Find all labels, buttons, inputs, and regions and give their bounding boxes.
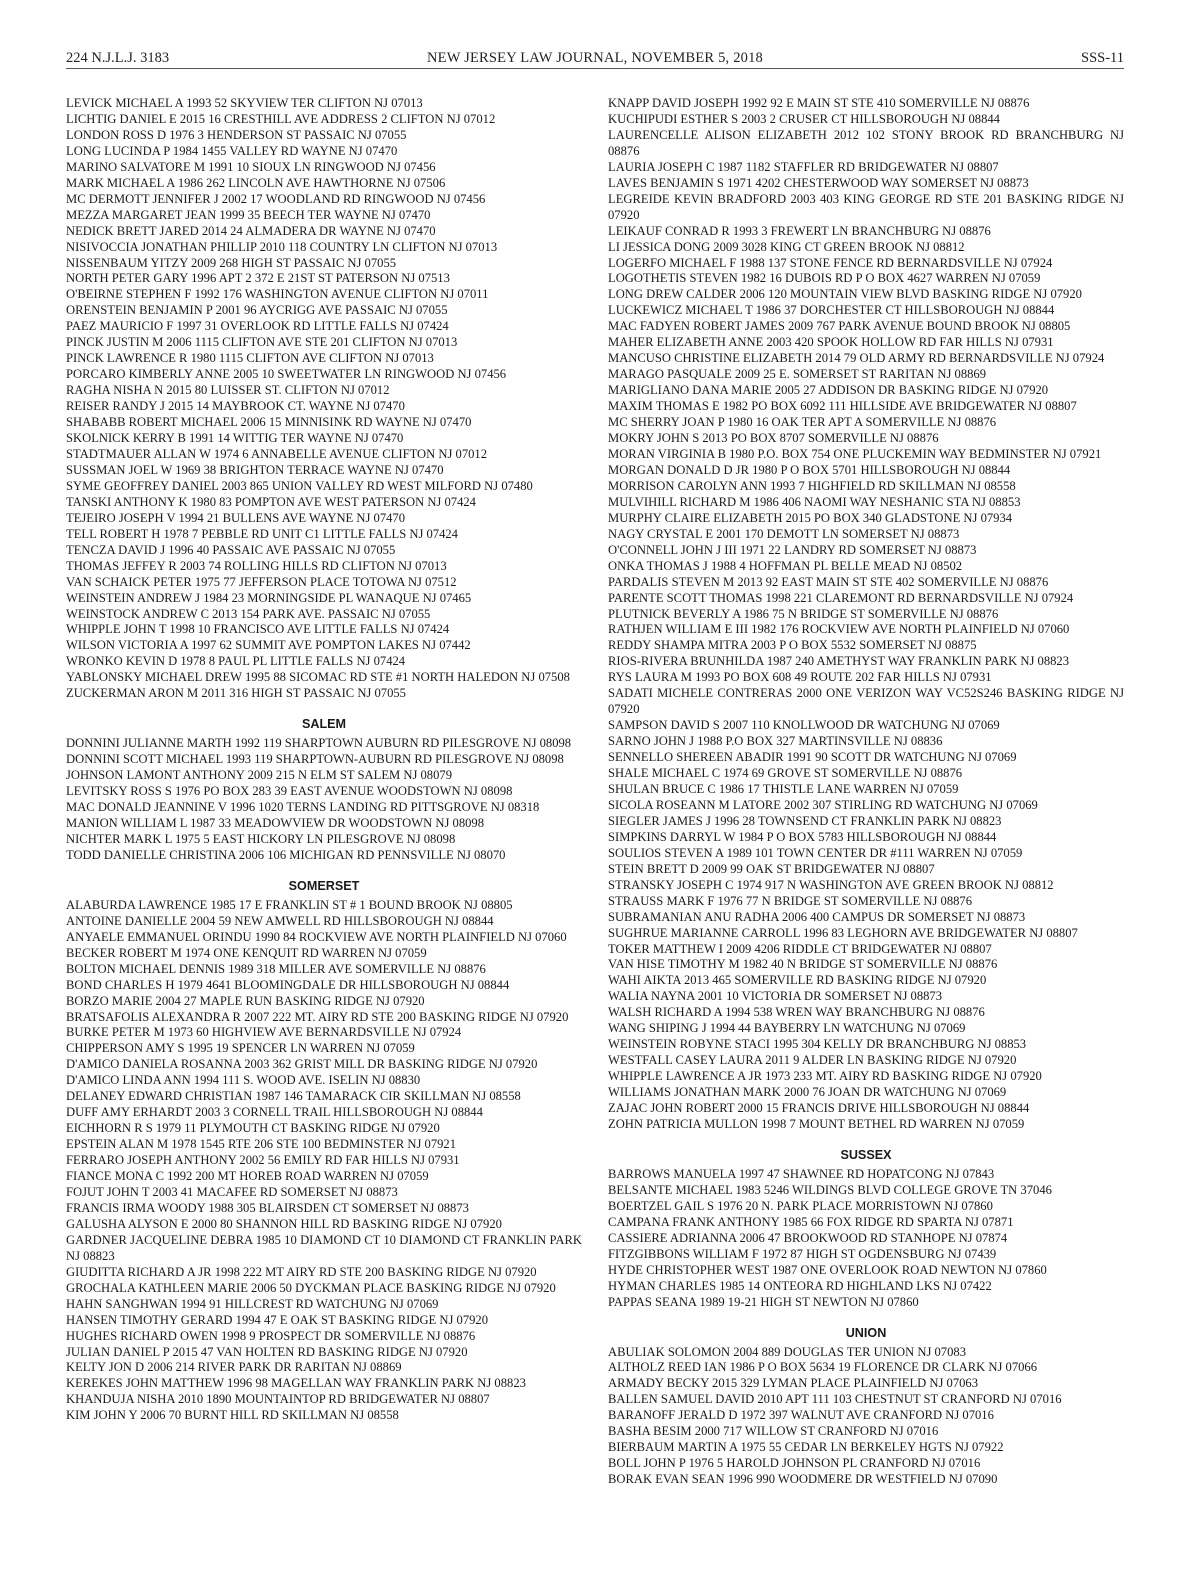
attorney-entry: REDDY SHAMPA MITRA 2003 P O BOX 5532 SOMERSET NJ 08875: [608, 638, 977, 653]
attorney-entry: KUCHIPUDI ESTHER S 2003 2 CRUSER CT HILLSBOROUGH NJ 08844: [608, 111, 1000, 126]
attorney-entry: WILSON VICTORIA A 1997 62 SUMMIT AVE POMPTON LAKES NJ 07442: [66, 638, 471, 653]
attorney-entry: ORENSTEIN BENJAMIN P 2001 96 AYCRIGG AVE PASSAIC NJ 07055: [66, 303, 448, 318]
attorney-entry: LEVICK MICHAEL A 1993 52 SKYVIEW TER CLIFTON NJ 07013: [66, 96, 423, 110]
attorney-entry: KNAPP DAVID JOSEPH 1992 92 E MAIN ST STE 410 SOMERVILLE NJ 08876: [608, 96, 1030, 110]
attorney-entry: REISER RANDY J 2015 14 MAYBROOK CT. WAYNE NJ 07470: [66, 399, 405, 414]
attorney-entry: FITZGIBBONS WILLIAM F 1972 87 HIGH ST OGDENSBURG NJ 07439: [608, 1246, 997, 1261]
county-heading: SALEM: [301, 717, 347, 732]
attorney-entry: NICHTER MARK L 1975 5 EAST HICKORY LN PILESGROVE NJ 08098: [66, 831, 456, 846]
attorney-entry: PARENTE SCOTT THOMAS 1998 221 CLAREMONT RD BERNARDSVILLE NJ 07924: [608, 590, 1074, 605]
attorney-entry: LEIKAUF CONRAD R 1993 3 FREWERT LN BRANCHBURG NJ 08876: [608, 223, 991, 238]
attorney-entry: NISIVOCCIA JONATHAN PHILLIP 2010 118 COUNTRY LN CLIFTON NJ 07013: [66, 239, 498, 254]
attorney-entry: ONKA THOMAS J 1988 4 HOFFMAN PL BELLE MEAD NJ 08502: [608, 558, 963, 573]
county-section: [66, 716, 582, 864]
attorney-entry: ANYAELE EMMANUEL ORINDU 1990 84 ROCKVIEW AVE NORTH PLAINFIELD NJ 07060: [66, 929, 567, 944]
attorney-entry: MANCUSO CHRISTINE ELIZABETH 2014 79 OLD ARMY RD BERNARDSVILLE NJ 07924: [608, 351, 1105, 366]
attorney-entry: ALTHOLZ REED IAN 1986 P O BOX 5634 19 FLORENCE DR CLARK NJ 07066: [608, 1360, 1038, 1375]
attorney-entry: BASHA BESIM 2000 717 WILLOW ST CRANFORD NJ 07016: [608, 1424, 939, 1439]
county-section: [66, 96, 582, 702]
attorney-entry: SKOLNICK KERRY B 1991 14 WITTIG TER WAYNE NJ 07470: [66, 431, 404, 446]
attorney-entry: WALSH RICHARD A 1994 538 WREN WAY BRANCHBURG NJ 08876: [608, 1005, 985, 1020]
attorney-entry: KHANDUJA NISHA 2010 1890 MOUNTAINTOP RD BRIDGEWATER NJ 08807: [66, 1392, 490, 1407]
attorney-entry: KIM JOHN Y 2006 70 BURNT HILL RD SKILLMAN NJ 08558: [66, 1408, 399, 1423]
attorney-entry: BALLEN SAMUEL DAVID 2010 APT 111 103 CHESTNUT ST CRANFORD NJ 07016: [608, 1392, 1062, 1407]
attorney-entry: MANION WILLIAM L 1987 33 MEADOWVIEW DR WOODSTOWN NJ 08098: [66, 815, 485, 830]
attorney-entry: DONNINI SCOTT MICHAEL 1993 119 SHARPTOWN-AUBURN RD PILESGROVE NJ 08098: [66, 752, 564, 767]
attorney-entry: CAMPANA FRANK ANTHONY 1985 66 FOX RIDGE RD SPARTA NJ 07871: [608, 1214, 1014, 1229]
attorney-entry: PARDALIS STEVEN M 2013 92 EAST MAIN ST STE 402 SOMERVILLE NJ 08876: [608, 574, 1049, 589]
attorney-entry: SADATI MICHELE CONTRERAS 2000 ONE VERIZON WAY VC52S246 BASKING RIDGE NJ 07920: [608, 686, 1124, 717]
attorney-entry: O'CONNELL JOHN J III 1971 22 LANDRY RD SOMERSET NJ 08873: [608, 542, 977, 557]
attorney-entry: LAURENCELLE ALISON ELIZABETH 2012 102 STONY BROOK RD BRANCHBURG NJ 08876: [608, 127, 1124, 158]
attorney-entry: SIMPKINS DARRYL W 1984 P O BOX 5783 HILLSBOROUGH NJ 08844: [608, 829, 997, 844]
attorney-entry: RAGHA NISHA N 2015 80 LUISSER ST. CLIFTON NJ 07012: [66, 383, 390, 398]
attorney-entry: VAN HISE TIMOTHY M 1982 40 N BRIDGE ST SOMERVILLE NJ 08876: [608, 957, 998, 972]
attorney-entry: FRANCIS IRMA WOODY 1988 305 BLAIRSDEN CT SOMERSET NJ 08873: [66, 1200, 469, 1215]
attorney-entry: MC SHERRY JOAN P 1980 16 OAK TER APT A SOMERVILLE NJ 08876: [608, 415, 997, 430]
attorney-entry: BECKER ROBERT M 1974 ONE KENQUIT RD WARREN NJ 07059: [66, 945, 427, 960]
attorney-entry: LEVITSKY ROSS S 1976 PO BOX 283 39 EAST AVENUE WOODSTOWN NJ 08098: [66, 784, 513, 799]
attorney-entry: STADTMAUER ALLAN W 1974 6 ANNABELLE AVENUE CLIFTON NJ 07012: [66, 446, 488, 461]
attorney-entry: DONNINI JULIANNE MARTH 1992 119 SHARPTOWN AUBURN RD PILESGROVE NJ 08098: [66, 736, 572, 751]
attorney-entry: MAC DONALD JEANNINE V 1996 1020 TERNS LANDING RD PITTSGROVE NJ 08318: [66, 800, 540, 815]
right-column: [608, 96, 1124, 1488]
publication-title: NEW JERSEY LAW JOURNAL, NOVEMBER 5, 2018: [426, 50, 764, 66]
attorney-entry: CHIPPERSON AMY S 1995 19 SPENCER LN WARREN NJ 07059: [66, 1041, 415, 1056]
attorney-entry: LOGOTHETIS STEVEN 1982 16 DUBOIS RD P O BOX 4627 WARREN NJ 07059: [608, 271, 1041, 286]
attorney-entry: LONG DREW CALDER 2006 120 MOUNTAIN VIEW BLVD BASKING RIDGE NJ 07920: [608, 287, 1082, 302]
attorney-entry: ARMADY BECKY 2015 329 LYMAN PLACE PLAINFIELD NJ 07063: [608, 1376, 979, 1391]
attorney-entry: WHIPPLE JOHN T 1998 10 FRANCISCO AVE LITTLE FALLS NJ 07424: [66, 622, 450, 637]
attorney-entry: ABULIAK SOLOMON 2004 889 DOUGLAS TER UNION NJ 07083: [608, 1344, 966, 1359]
attorney-entry: EICHHORN R S 1979 11 PLYMOUTH CT BASKING RIDGE NJ 07920: [66, 1121, 440, 1136]
attorney-entry: STEIN BRETT D 2009 99 OAK ST BRIDGEWATER NJ 08807: [608, 861, 935, 876]
attorney-entry: WRONKO KEVIN D 1978 8 PAUL PL LITTLE FALLS NJ 07424: [66, 654, 406, 669]
attorney-entry: MARINO SALVATORE M 1991 10 SIOUX LN RINGWOOD NJ 07456: [66, 159, 436, 174]
attorney-entry: HYMAN CHARLES 1985 14 ONTEORA RD HIGHLAND LKS NJ 07422: [608, 1278, 992, 1293]
attorney-entry: GALUSHA ALYSON E 2000 80 SHANNON HILL RD BASKING RIDGE NJ 07920: [66, 1216, 502, 1231]
attorney-entry: SOULIOS STEVEN A 1989 101 TOWN CENTER DR #111 WARREN NJ 07059: [608, 845, 1023, 860]
county-section: [608, 1147, 1124, 1311]
attorney-entry: BIERBAUM MARTIN A 1975 55 CEDAR LN BERKELEY HGTS NJ 07922: [608, 1440, 1004, 1455]
attorney-entry: BORAK EVAN SEAN 1996 990 WOODMERE DR WESTFIELD NJ 07090: [608, 1472, 998, 1487]
attorney-entry: BOLL JOHN P 1976 5 HAROLD JOHNSON PL CRANFORD NJ 07016: [608, 1456, 981, 1471]
attorney-entry: GIUDITTA RICHARD A JR 1998 222 MT AIRY RD STE 200 BASKING RIDGE NJ 07920: [66, 1264, 537, 1279]
attorney-entry: LONDON ROSS D 1976 3 HENDERSON ST PASSAIC NJ 07055: [66, 127, 407, 142]
attorney-entry: TANSKI ANTHONY K 1980 83 POMPTON AVE WEST PATERSON NJ 07424: [66, 494, 476, 509]
attorney-entry: FOJUT JOHN T 2003 41 MACAFEE RD SOMERSET NJ 08873: [66, 1185, 398, 1199]
attorney-entry: MARIGLIANO DANA MARIE 2005 27 ADDISON DR BASKING RIDGE NJ 07920: [608, 383, 1049, 398]
attorney-entry: HYDE CHRISTOPHER WEST 1987 ONE OVERLOOK ROAD NEWTON NJ 07860: [608, 1262, 1047, 1277]
attorney-entry: BORZO MARIE 2004 27 MAPLE RUN BASKING RIDGE NJ 07920: [66, 993, 425, 1008]
attorney-entry: SHULAN BRUCE C 1986 17 THISTLE LANE WARREN NJ 07059: [608, 781, 959, 796]
attorney-entry: RYS LAURA M 1993 PO BOX 608 49 ROUTE 202 FAR HILLS NJ 07931: [608, 670, 992, 685]
attorney-entry: SHALE MICHAEL C 1974 69 GROVE ST SOMERVILLE NJ 08876: [608, 766, 963, 781]
attorney-entry: BURKE PETER M 1973 60 HIGHVIEW AVE BERNARDSVILLE NJ 07924: [66, 1025, 462, 1040]
page-number-right: SSS-11: [1081, 50, 1124, 66]
attorney-entry: SUSSMAN JOEL W 1969 38 BRIGHTON TERRACE WAYNE NJ 07470: [66, 462, 444, 477]
attorney-entry: WALIA NAYNA 2001 10 VICTORIA DR SOMERSET NJ 08873: [608, 989, 943, 1004]
attorney-entry: DUFF AMY ERHARDT 2003 3 CORNELL TRAIL HILLSBOROUGH NJ 08844: [66, 1105, 483, 1120]
attorney-entry: LICHTIG DANIEL E 2015 16 CRESTHILL AVE ADDRESS 2 CLIFTON NJ 07012: [66, 111, 496, 126]
attorney-entry: HUGHES RICHARD OWEN 1998 9 PROSPECT DR SOMERVILLE NJ 08876: [66, 1328, 476, 1343]
county-section: [608, 1325, 1124, 1489]
attorney-entry: NORTH PETER GARY 1996 APT 2 372 E 21ST ST PATERSON NJ 07513: [66, 271, 450, 286]
attorney-entry: LOGERFO MICHAEL F 1988 137 STONE FENCE RD BERNARDSVILLE NJ 07924: [608, 255, 1053, 270]
attorney-entry: WANG SHIPING J 1994 44 BAYBERRY LN WATCHUNG NJ 07069: [608, 1021, 966, 1036]
attorney-entry: O'BEIRNE STEPHEN F 1992 176 WASHINGTON AVENUE CLIFTON NJ 07011: [66, 287, 489, 302]
attorney-entry: WESTFALL CASEY LAURA 2011 9 ALDER LN BASKING RIDGE NJ 07920: [608, 1053, 1017, 1068]
attorney-entry: MOKRY JOHN S 2013 PO BOX 8707 SOMERVILLE NJ 08876: [608, 431, 939, 446]
attorney-entry: FERRARO JOSEPH ANTHONY 2002 56 EMILY RD FAR HILLS NJ 07931: [66, 1153, 460, 1168]
attorney-entry: PLUTNICK BEVERLY A 1986 75 N BRIDGE ST SOMERVILLE NJ 08876: [608, 606, 999, 621]
attorney-entry: SENNELLO SHEREEN ABADIR 1991 90 SCOTT DR WATCHUNG NJ 07069: [608, 750, 1017, 765]
attorney-entry: ZUCKERMAN ARON M 2011 316 HIGH ST PASSAIC NJ 07055: [66, 686, 406, 701]
county-section: [608, 96, 1124, 1133]
attorney-entry: TOKER MATTHEW I 2009 4206 RIDDLE CT BRIDGEWATER NJ 08807: [608, 941, 992, 956]
attorney-entry: LEGREIDE KEVIN BRADFORD 2003 403 KING GEORGE RD STE 201 BASKING RIDGE NJ 07920: [608, 191, 1124, 222]
attorney-entry: SHABABB ROBERT MICHAEL 2006 15 MINNISINK RD WAYNE NJ 07470: [66, 415, 472, 430]
attorney-entry: YABLONSKY MICHAEL DREW 1995 88 SICOMAC RD STE #1 NORTH HALEDON NJ 07508: [66, 670, 570, 685]
attorney-entry: SARNO JOHN J 1988 P.O BOX 327 MARTINSVILLE NJ 08836: [608, 734, 943, 749]
attorney-entry: TODD DANIELLE CHRISTINA 2006 106 MICHIGAN RD PENNSVILLE NJ 08070: [66, 847, 506, 862]
attorney-entry: D'AMICO LINDA ANN 1994 111 S. WOOD AVE. ISELIN NJ 08830: [66, 1073, 421, 1088]
attorney-entry: MORGAN DONALD D JR 1980 P O BOX 5701 HILLSBOROUGH NJ 08844: [608, 462, 1011, 477]
attorney-entry: HANSEN TIMOTHY GERARD 1994 47 E OAK ST BASKING RIDGE NJ 07920: [66, 1312, 489, 1327]
attorney-entry: MURPHY CLAIRE ELIZABETH 2015 PO BOX 340 GLADSTONE NJ 07934: [608, 510, 1013, 525]
attorney-entry: PAPPAS SEANA 1989 19-21 HIGH ST NEWTON NJ 07860: [608, 1294, 919, 1309]
page-header: [66, 50, 1124, 68]
attorney-entry: MAHER ELIZABETH ANNE 2003 420 SPOOK HOLLOW RD FAR HILLS NJ 07931: [608, 335, 1054, 350]
attorney-entry: MAXIM THOMAS E 1982 PO BOX 6092 111 HILLSIDE AVE BRIDGEWATER NJ 08807: [608, 399, 1077, 414]
attorney-entry: PINCK LAWRENCE R 1980 1115 CLIFTON AVE CLIFTON NJ 07013: [66, 351, 434, 366]
county-heading: SOMERSET: [288, 878, 360, 893]
attorney-entry: TEJEIRO JOSEPH V 1994 21 BULLENS AVE WAYNE NJ 07470: [66, 510, 406, 525]
attorney-entry: SYME GEOFFREY DANIEL 2003 865 UNION VALLEY RD WEST MILFORD NJ 07480: [66, 478, 533, 493]
attorney-entry: ZAJAC JOHN ROBERT 2000 15 FRANCIS DRIVE HILLSBOROUGH NJ 08844: [608, 1101, 1030, 1116]
attorney-entry: MARK MICHAEL A 1986 262 LINCOLN AVE HAWTHORNE NJ 07506: [66, 175, 446, 190]
attorney-entry: ALABURDA LAWRENCE 1985 17 E FRANKLIN ST # 1 BOUND BROOK NJ 08805: [66, 897, 513, 912]
attorney-entry: STRANSKY JOSEPH C 1974 917 N WASHINGTON AVE GREEN BROOK NJ 08812: [608, 877, 1054, 892]
attorney-entry: ZOHN PATRICIA MULLON 1998 7 MOUNT BETHEL RD WARREN NJ 07059: [608, 1117, 1025, 1131]
attorney-entry: BARANOFF JERALD D 1972 397 WALNUT AVE CRANFORD NJ 07016: [608, 1408, 994, 1423]
attorney-entry: VAN SCHAICK PETER 1975 77 JEFFERSON PLACE TOTOWA NJ 07512: [66, 574, 457, 589]
attorney-entry: BOND CHARLES H 1979 4641 BLOOMINGDALE DR HILLSBOROUGH NJ 08844: [66, 977, 510, 992]
attorney-entry: MEZZA MARGARET JEAN 1999 35 BEECH TER WAYNE NJ 07470: [66, 207, 431, 222]
county-heading: SUSSEX: [840, 1147, 892, 1162]
attorney-entry: MAC FADYEN ROBERT JAMES 2009 767 PARK AVENUE BOUND BROOK NJ 08805: [608, 319, 1071, 334]
attorney-entry: JULIAN DANIEL P 2015 47 VAN HOLTEN RD BASKING RIDGE NJ 07920: [66, 1344, 468, 1359]
attorney-entry: WEINSTOCK ANDREW C 2013 154 PARK AVE. PASSAIC NJ 07055: [66, 606, 431, 621]
attorney-entry: KEREKES JOHN MATTHEW 1996 98 MAGELLAN WAY FRANKLIN PARK NJ 08823: [66, 1376, 526, 1391]
attorney-entry: RATHJEN WILLIAM E III 1982 176 ROCKVIEW AVE NORTH PLAINFIELD NJ 07060: [608, 622, 1070, 637]
attorney-entry: SAMPSON DAVID S 2007 110 KNOLLWOOD DR WATCHUNG NJ 07069: [608, 718, 1000, 733]
attorney-entry: BOERTZEL GAIL S 1976 20 N. PARK PLACE MORRISTOWN NJ 07860: [608, 1198, 993, 1213]
attorney-entry: GROCHALA KATHLEEN MARIE 2006 50 DYCKMAN PLACE BASKING RIDGE NJ 07920: [66, 1280, 556, 1295]
attorney-entry: LUCKEWICZ MICHAEL T 1986 37 DORCHESTER CT HILLSBOROUGH NJ 08844: [608, 303, 1055, 318]
attorney-entry: HAHN SANGHWAN 1994 91 HILLCREST RD WATCHUNG NJ 07069: [66, 1296, 439, 1311]
attorney-entry: WEINSTEIN ROBYNE STACI 1995 304 KELLY DR BRANCHBURG NJ 08853: [608, 1037, 1027, 1052]
attorney-entry: SIEGLER JAMES J 1996 28 TOWNSEND CT FRANKLIN PARK NJ 08823: [608, 813, 1002, 828]
attorney-entry: TELL ROBERT H 1978 7 PEBBLE RD UNIT C1 LITTLE FALLS NJ 07424: [66, 526, 458, 541]
attorney-entry: BRATSAFOLIS ALEXANDRA R 2007 222 MT. AIRY RD STE 200 BASKING RIDGE NJ 07920: [66, 1009, 569, 1024]
attorney-entry: PAEZ MAURICIO F 1997 31 OVERLOOK RD LITTLE FALLS NJ 07424: [66, 319, 449, 334]
attorney-entry: TENCZA DAVID J 1996 40 PASSAIC AVE PASSAIC NJ 07055: [66, 542, 396, 557]
attorney-entry: BELSANTE MICHAEL 1983 5246 WILDINGS BLVD COLLEGE GROVE TN 37046: [608, 1182, 1052, 1197]
attorney-entry: MORAN VIRGINIA B 1980 P.O. BOX 754 ONE PLUCKEMIN WAY BEDMINSTER NJ 07921: [608, 446, 1102, 461]
left-column: [66, 96, 582, 1424]
attorney-entry: CASSIERE ADRIANNA 2006 47 BROOKWOOD RD STANHOPE NJ 07874: [608, 1230, 1008, 1245]
attorney-entry: NAGY CRYSTAL E 2001 170 DEMOTT LN SOMERSET NJ 08873: [608, 526, 960, 541]
attorney-entry: SUBRAMANIAN ANU RADHA 2006 400 CAMPUS DR SOMERSET NJ 08873: [608, 909, 1026, 924]
attorney-entry: WILLIAMS JONATHAN MARK 2000 76 JOAN DR WATCHUNG NJ 07069: [608, 1085, 1007, 1100]
attorney-entry: STRAUSS MARK F 1976 77 N BRIDGE ST SOMERVILLE NJ 08876: [608, 893, 973, 908]
attorney-entry: PINCK JUSTIN M 2006 1115 CLIFTON AVE STE 201 CLIFTON NJ 07013: [66, 335, 458, 350]
attorney-entry: LAVES BENJAMIN S 1971 4202 CHESTERWOOD WAY SOMERSET NJ 08873: [608, 175, 1029, 190]
attorney-entry: MORRISON CAROLYN ANN 1993 7 HIGHFIELD RD SKILLMAN NJ 08558: [608, 478, 1016, 493]
attorney-entry: RIOS-RIVERA BRUNHILDA 1987 240 AMETHYST WAY FRANKLIN PARK NJ 08823: [608, 654, 1070, 669]
attorney-entry: GARDNER JACQUELINE DEBRA 1985 10 DIAMOND CT 10 DIAMOND CT FRANKLIN PARK NJ 08823: [66, 1232, 582, 1263]
attorney-entry: LAURIA JOSEPH C 1987 1182 STAFFLER RD BRIDGEWATER NJ 08807: [608, 159, 999, 174]
page-number-left: 224 N.J.L.J. 3183: [66, 50, 170, 66]
attorney-entry: PORCARO KIMBERLY ANNE 2005 10 SWEETWATER LN RINGWOOD NJ 07456: [66, 367, 507, 382]
attorney-entry: WHIPPLE LAWRENCE A JR 1973 233 MT. AIRY RD BASKING RIDGE NJ 07920: [608, 1069, 1042, 1084]
attorney-entry: KELTY JON D 2006 214 RIVER PARK DR RARITAN NJ 08869: [66, 1360, 402, 1375]
county-section: [66, 878, 582, 1424]
attorney-entry: BARROWS MANUELA 1997 47 SHAWNEE RD HOPATCONG NJ 07843: [608, 1166, 995, 1181]
attorney-entry: ANTOINE DANIELLE 2004 59 NEW AMWELL RD HILLSBOROUGH NJ 08844: [66, 913, 494, 928]
county-heading: UNION: [845, 1325, 887, 1340]
attorney-entry: EPSTEIN ALAN M 1978 1545 RTE 206 STE 100 BEDMINSTER NJ 07921: [66, 1137, 457, 1152]
attorney-entry: BOLTON MICHAEL DENNIS 1989 318 MILLER AVE SOMERVILLE NJ 08876: [66, 961, 486, 976]
attorney-entry: THOMAS JEFFEY R 2003 74 ROLLING HILLS RD CLIFTON NJ 07013: [66, 558, 447, 573]
attorney-entry: SICOLA ROSEANN M LATORE 2002 307 STIRLING RD WATCHUNG NJ 07069: [608, 797, 1038, 812]
attorney-entry: LONG LUCINDA P 1984 1455 VALLEY RD WAYNE NJ 07470: [66, 143, 398, 158]
attorney-entry: SUGHRUE MARIANNE CARROLL 1996 83 LEGHORN AVE BRIDGEWATER NJ 08807: [608, 925, 1078, 940]
attorney-entry: D'AMICO DANIELA ROSANNA 2003 362 GRIST MILL DR BASKING RIDGE NJ 07920: [66, 1057, 538, 1072]
attorney-entry: FIANCE MONA C 1992 200 MT HOREB ROAD WARREN NJ 07059: [66, 1169, 429, 1184]
attorney-entry: DELANEY EDWARD CHRISTIAN 1987 146 TAMARACK CIR SKILLMAN NJ 08558: [66, 1089, 521, 1104]
attorney-entry: MULVIHILL RICHARD M 1986 406 NAOMI WAY NESHANIC STA NJ 08853: [608, 494, 1021, 509]
attorney-entry: MARAGO PASQUALE 2009 25 E. SOMERSET ST RARITAN NJ 08869: [608, 367, 987, 382]
attorney-entry: WEINSTEIN ANDREW J 1984 23 MORNINGSIDE PL WANAQUE NJ 07465: [66, 590, 472, 605]
header-rule: [66, 68, 1124, 69]
attorney-entry: NEDICK BRETT JARED 2014 24 ALMADERA DR WAYNE NJ 07470: [66, 223, 436, 238]
attorney-entry: NISSENBAUM YITZY 2009 268 HIGH ST PASSAIC NJ 07055: [66, 255, 397, 270]
attorney-entry: LI JESSICA DONG 2009 3028 KING CT GREEN BROOK NJ 08812: [608, 239, 965, 254]
attorney-entry: MC DERMOTT JENNIFER J 2002 17 WOODLAND RD RINGWOOD NJ 07456: [66, 191, 486, 206]
attorney-entry: JOHNSON LAMONT ANTHONY 2009 215 N ELM ST SALEM NJ 08079: [66, 768, 452, 783]
attorney-entry: WAHI AIKTA 2013 465 SOMERVILLE RD BASKING RIDGE NJ 07920: [608, 973, 987, 988]
